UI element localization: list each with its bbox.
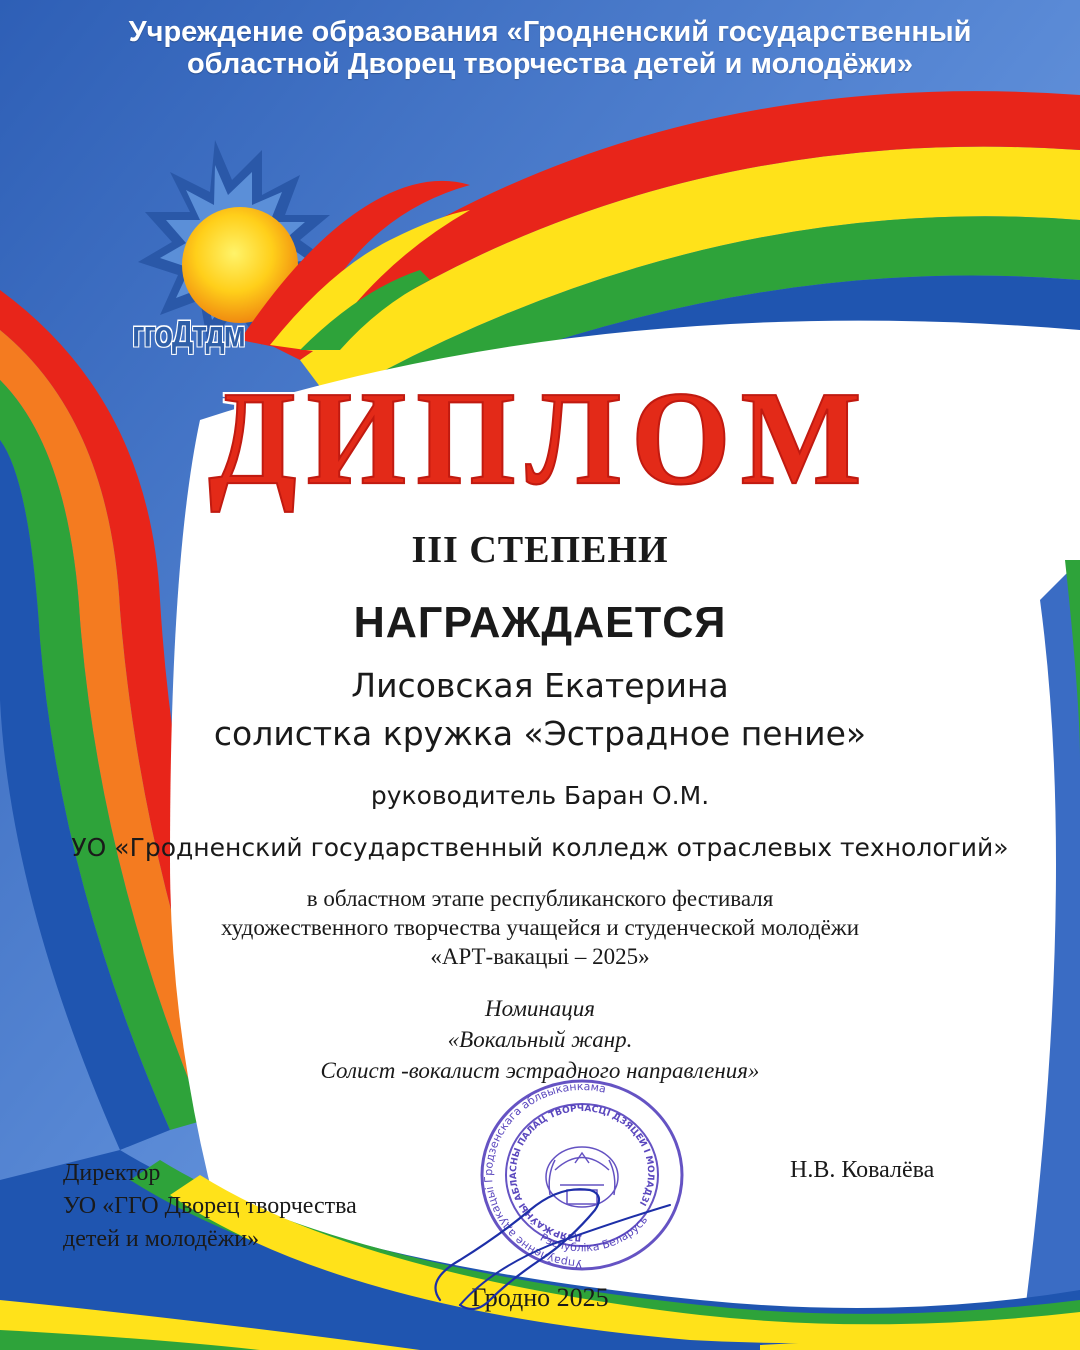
signatory-name: Н.В. Ковалёва <box>790 1157 935 1183</box>
stamp-bottom-text: Рэспубліка Беларусь <box>537 1213 651 1255</box>
festival-line-2: художественного творчества учащейся и студенческой молодёжи <box>220 915 860 940</box>
header-line-2: областной Дворец творчества детей и молодёжи» <box>186 48 914 80</box>
signatory-title-line-3: детей и молодёжи» <box>63 1226 260 1252</box>
recipient-role: солистка кружка «Эстрадное пение» <box>213 714 867 753</box>
recipient-leader: руководитель Баран О.М. <box>370 781 710 810</box>
nomination-label: Номинация <box>484 996 595 1021</box>
diploma-title: ДИПЛОМ <box>208 363 872 513</box>
signatory-title-line-2: УО «ГГО Дворец творчества <box>63 1193 357 1219</box>
festival-line-1: в областном этапе республиканского фестиваля <box>306 886 774 911</box>
awarded-label: НАГРАЖДАЕТСЯ <box>353 598 727 647</box>
signatory-title <box>63 1157 357 1256</box>
recipient-name: Лисовская Екатерина <box>351 666 729 705</box>
handwritten-signature <box>420 1150 690 1320</box>
nomination-block <box>0 993 1080 1086</box>
logo-text: ггоДтдм <box>132 313 245 355</box>
stamp-outer-text: Упраўленне адукацыі Гродзенскага аблвыканкама <box>481 1079 608 1271</box>
city-year: Гродно 2025 <box>471 1283 609 1312</box>
header-line-1: Учреждение образования «Гродненский государственный <box>128 16 972 48</box>
nomination-line-2: Солист -вокалист эстрадного направления» <box>320 1058 760 1083</box>
recipient-institution: УО «Гродненский государственный колледж отраслевых технологий» <box>71 833 1009 862</box>
nomination-line-1: «Вокальный жанр. <box>447 1027 633 1052</box>
festival-line-3: «АРТ-вакацыі – 2025» <box>430 944 650 969</box>
degree-label: III СТЕПЕНИ <box>411 529 669 571</box>
signatory-title-line-1: Директор <box>63 1160 161 1186</box>
institution-header <box>0 16 1080 80</box>
stamp-inner-text: ДЗЯРЖАЎНЫ АБЛАСНЫ ПАЛАЦ ТВОРЧАСЦІ ДЗЯЦЕЙ І МОЛАДЗІ <box>508 1103 656 1243</box>
festival-description <box>0 884 1080 971</box>
